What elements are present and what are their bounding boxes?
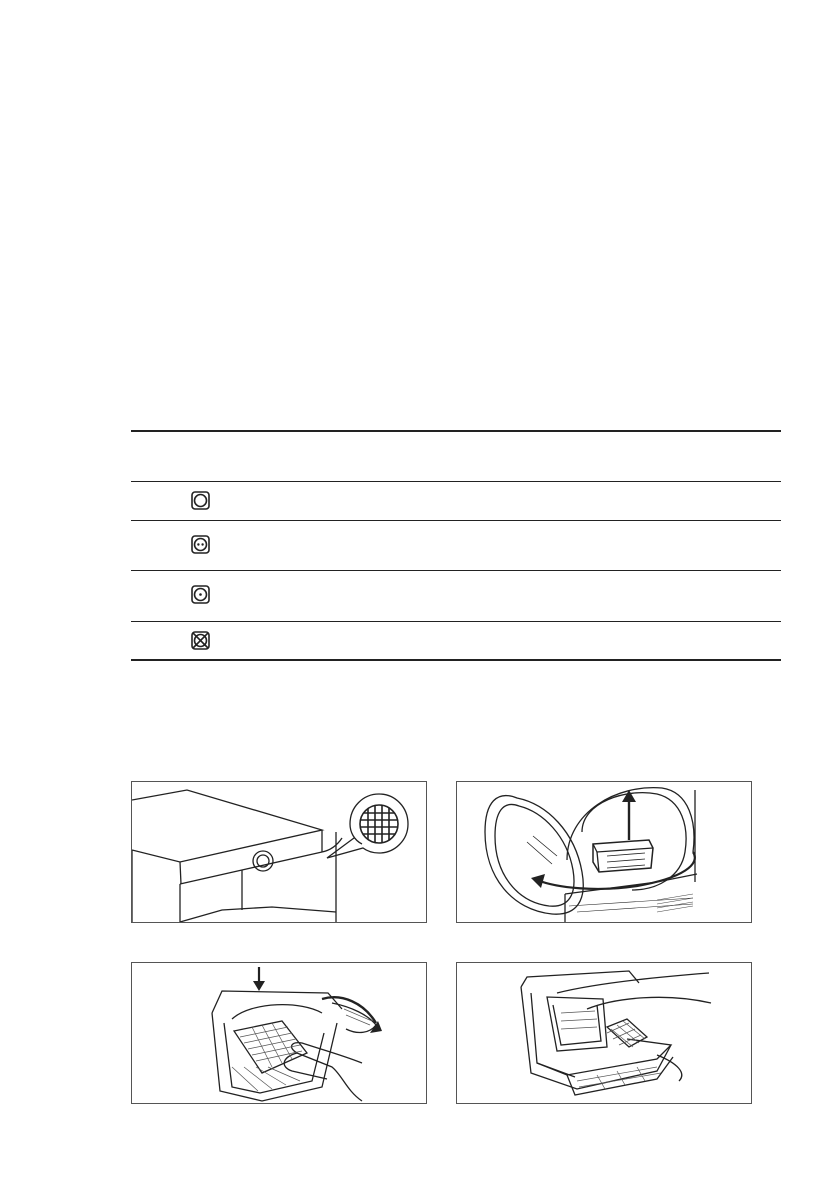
table-bottom-rule bbox=[131, 659, 781, 661]
table-top-rule bbox=[131, 430, 781, 432]
tumble-dry-normal-heat-icon bbox=[191, 535, 210, 554]
tumble-dry-symbol-icon bbox=[191, 491, 210, 510]
table-row-rule bbox=[131, 570, 781, 571]
table-row-rule bbox=[131, 520, 781, 521]
dryer-filter-indicator-illustration bbox=[131, 781, 427, 923]
remove-filter-illustration bbox=[456, 781, 752, 923]
tumble-dry-low-heat-icon bbox=[191, 585, 210, 604]
table-header-rule bbox=[131, 481, 781, 482]
open-filter-illustration bbox=[131, 962, 427, 1104]
clean-filter-illustration bbox=[456, 962, 752, 1104]
do-not-tumble-dry-icon bbox=[191, 631, 210, 650]
table-row-rule bbox=[131, 621, 781, 622]
